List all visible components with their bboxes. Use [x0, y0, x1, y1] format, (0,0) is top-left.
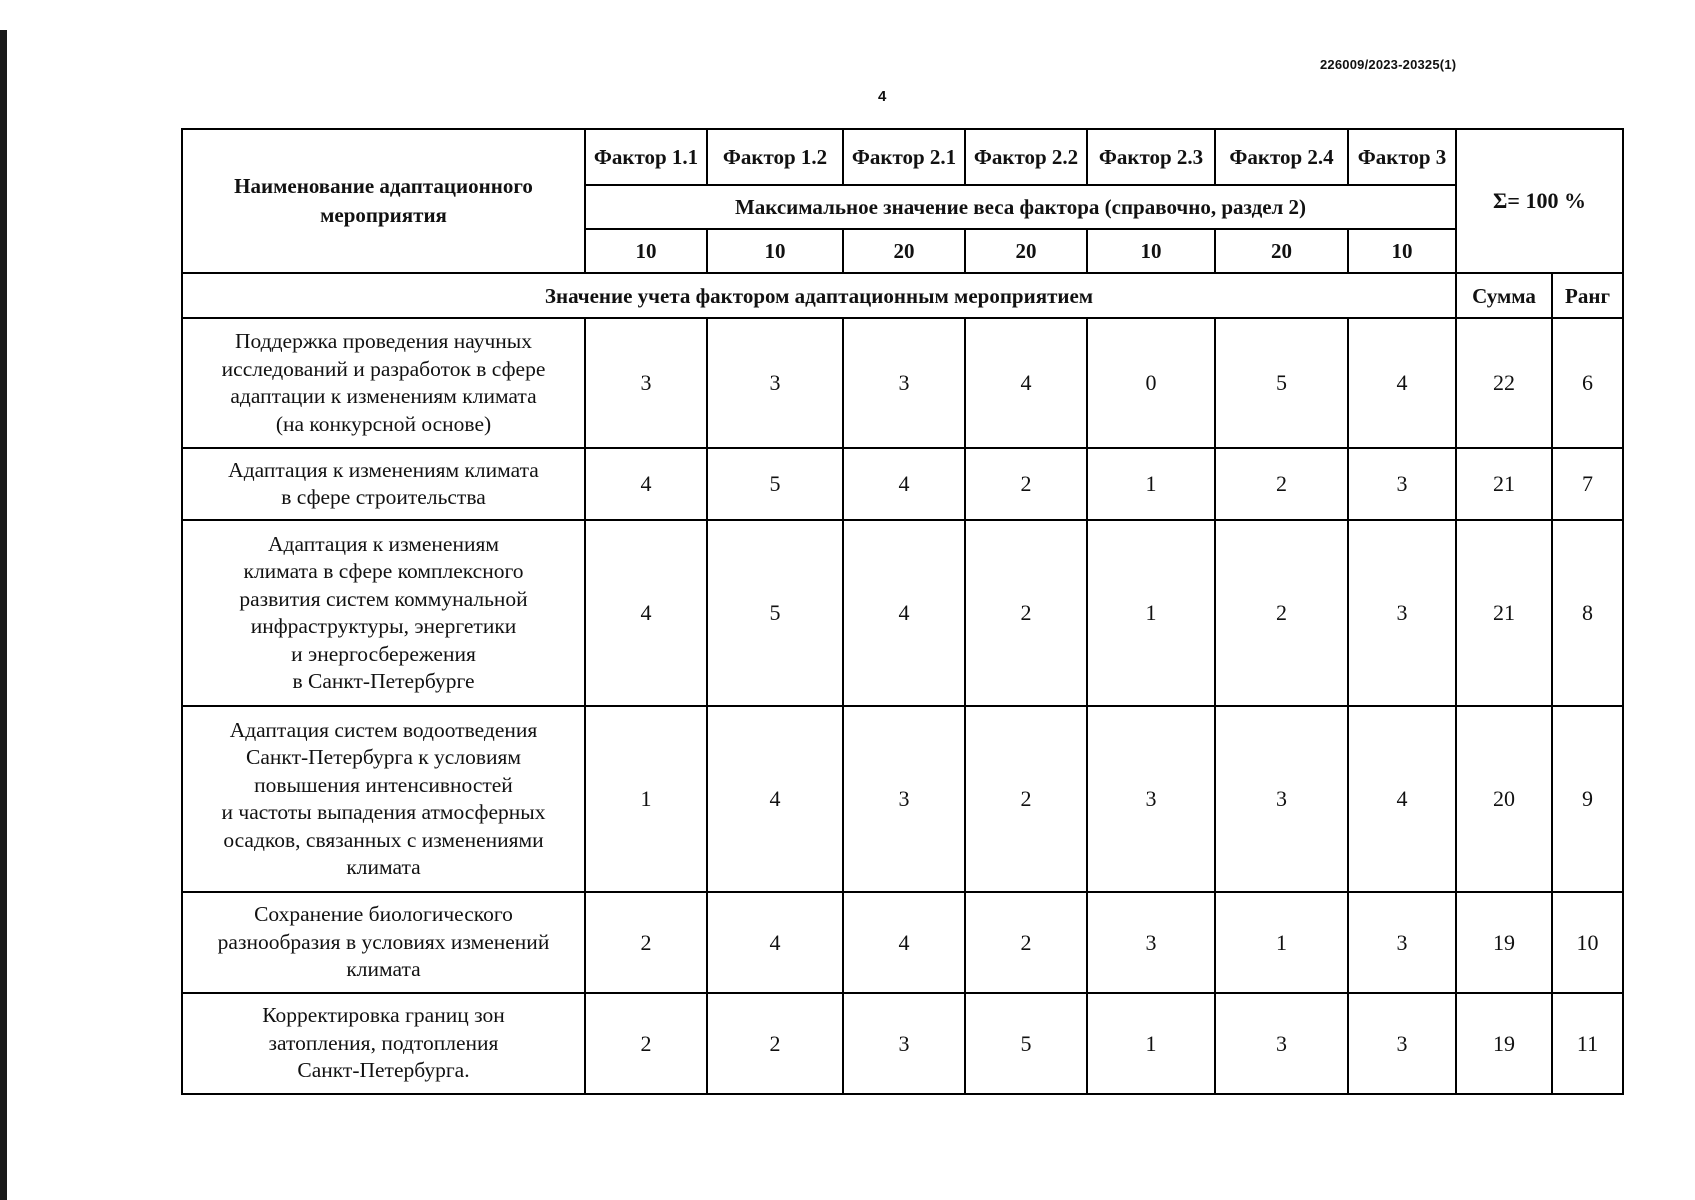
rank-value: 11 — [1552, 993, 1623, 1094]
factor-value: 2 — [965, 706, 1087, 892]
measure-name: Адаптация систем водоотведения Санкт-Петербурга к условиям повышения интенсивностей и частоты выпадения атмосферных осадков, связанных с изменениями климата — [182, 706, 585, 892]
factor-value: 2 — [707, 993, 843, 1094]
factor-value: 3 — [707, 318, 843, 448]
factor-value: 4 — [585, 520, 707, 706]
factor-weight: 10 — [585, 229, 707, 273]
sum-value: 19 — [1456, 892, 1552, 993]
factor-weight: 20 — [965, 229, 1087, 273]
factor-value: 4 — [707, 706, 843, 892]
rank-value: 9 — [1552, 706, 1623, 892]
page-number: 4 — [878, 88, 887, 105]
factor-weight: 10 — [1087, 229, 1215, 273]
factor-value: 1 — [1087, 993, 1215, 1094]
factor-value: 1 — [1215, 892, 1348, 993]
factor-value: 2 — [965, 448, 1087, 520]
document-number: 226009/2023-20325(1) — [1320, 57, 1457, 72]
factor-value: 2 — [965, 892, 1087, 993]
sum-value: 21 — [1456, 448, 1552, 520]
scan-edge-bar — [0, 30, 7, 1200]
factor-value: 3 — [1348, 892, 1456, 993]
table-row — [182, 706, 1623, 892]
sum-header: Сумма — [1456, 273, 1552, 318]
factor-weight: 20 — [1215, 229, 1348, 273]
factor-value: 1 — [585, 706, 707, 892]
factor-value: 3 — [1087, 706, 1215, 892]
rank-value: 8 — [1552, 520, 1623, 706]
table-row — [182, 892, 1623, 993]
factor-value: 3 — [1348, 993, 1456, 1094]
measure-name: Сохранение биологического разнообразия в условиях изменений климата — [182, 892, 585, 993]
rank-value: 6 — [1552, 318, 1623, 448]
rank-value: 7 — [1552, 448, 1623, 520]
factor-value: 1 — [1087, 520, 1215, 706]
factor-value: 0 — [1087, 318, 1215, 448]
table-row — [182, 520, 1623, 706]
factor-value: 3 — [585, 318, 707, 448]
rank-header: Ранг — [1552, 273, 1623, 318]
factor-weight: 10 — [1348, 229, 1456, 273]
sum-value: 22 — [1456, 318, 1552, 448]
factor-value: 3 — [1215, 706, 1348, 892]
factor-value: 2 — [965, 520, 1087, 706]
evaluation-title: Значение учета фактором адаптационным мероприятием — [182, 273, 1456, 318]
factor-value: 3 — [1348, 448, 1456, 520]
factor-value: 4 — [707, 892, 843, 993]
factor-value: 3 — [843, 993, 965, 1094]
factor-value: 4 — [1348, 706, 1456, 892]
factor-header: Фактор 1.1 — [585, 129, 707, 185]
factor-header: Фактор 2.4 — [1215, 129, 1348, 185]
rank-value: 10 — [1552, 892, 1623, 993]
factor-header-row — [182, 129, 1623, 185]
table-row — [182, 318, 1623, 448]
factor-value: 3 — [843, 318, 965, 448]
weight-title: Максимальное значение веса фактора (справочно, раздел 2) — [585, 185, 1456, 229]
sum-value: 19 — [1456, 993, 1552, 1094]
table-row — [182, 448, 1623, 520]
factor-value: 5 — [707, 520, 843, 706]
factor-value: 1 — [1087, 448, 1215, 520]
factor-value: 5 — [707, 448, 843, 520]
evaluation-header-row — [182, 273, 1623, 318]
measure-name: Адаптация к изменениям климата в сфере комплексного развития систем коммунальной инфраструктуры, энергетики и энергосбережения в Санкт-Петербурге — [182, 520, 585, 706]
factor-header: Фактор 2.2 — [965, 129, 1087, 185]
factor-value: 4 — [843, 520, 965, 706]
measure-name: Корректировка границ зон затопления, подтопления Санкт-Петербурга. — [182, 993, 585, 1094]
factor-value: 4 — [965, 318, 1087, 448]
measure-name: Поддержка проведения научных исследований и разработок в сфере адаптации к изменениям климата (на конкурсной основе) — [182, 318, 585, 448]
factor-value: 3 — [1348, 520, 1456, 706]
sum-value: 20 — [1456, 706, 1552, 892]
factor-header: Фактор 1.2 — [707, 129, 843, 185]
factor-value: 2 — [585, 892, 707, 993]
factor-value: 3 — [1087, 892, 1215, 993]
factor-value: 3 — [1215, 993, 1348, 1094]
factor-value: 5 — [965, 993, 1087, 1094]
factor-weight: 10 — [707, 229, 843, 273]
factor-value: 4 — [843, 448, 965, 520]
factor-header: Фактор 2.1 — [843, 129, 965, 185]
factor-value: 2 — [1215, 448, 1348, 520]
adaptation-measures-table — [181, 128, 1624, 1095]
factor-header: Фактор 3 — [1348, 129, 1456, 185]
factor-header: Фактор 2.3 — [1087, 129, 1215, 185]
factor-value: 4 — [585, 448, 707, 520]
sum-value: 21 — [1456, 520, 1552, 706]
factor-value: 4 — [1348, 318, 1456, 448]
measure-name-header: Наименование адаптационного мероприятия — [182, 129, 585, 273]
factor-value: 4 — [843, 892, 965, 993]
table-row — [182, 993, 1623, 1094]
factor-value: 3 — [843, 706, 965, 892]
measure-name: Адаптация к изменениям климата в сфере строительства — [182, 448, 585, 520]
factor-value: 2 — [1215, 520, 1348, 706]
sum-total-header: Σ= 100 % — [1456, 129, 1623, 273]
factor-value: 5 — [1215, 318, 1348, 448]
table-body — [182, 318, 1623, 1094]
factor-value: 2 — [585, 993, 707, 1094]
factor-weight: 20 — [843, 229, 965, 273]
